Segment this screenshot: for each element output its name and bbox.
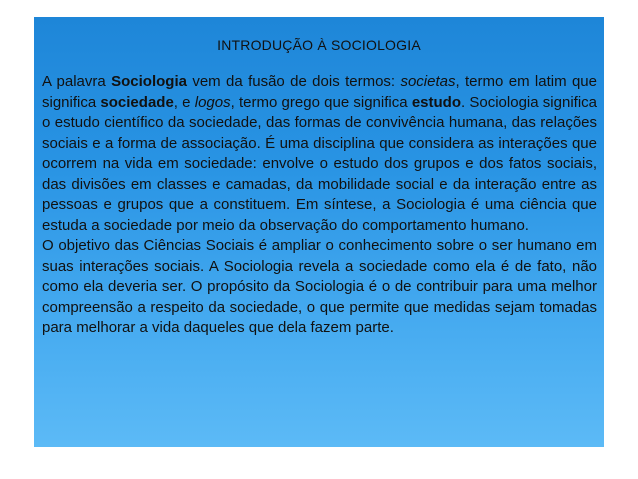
- term-logos: logos: [194, 93, 231, 111]
- slide-body: [42, 72, 597, 339]
- content-panel: [34, 17, 604, 447]
- text-run: , termo em latim que significa: [42, 73, 597, 111]
- text-run: vem da fusão de dois termos:: [186, 73, 401, 90]
- text-run: . Sociologia significa o estudo científico da sociedade, das formas de convivência humana, das relações sociais e a forma de associação. É uma disciplina que considera as interações que ocorrem na vida em sociedade: envolve o estudo dos grupos e dos fatos sociais, das divisões em classes e camadas, da mobilidade social e da interação entre as pessoas e grupos que a constituem. Em síntese, a Sociologia é uma ciência que estuda a sociedade por meio da observação do comportamento humano.: [42, 93, 597, 234]
- text-run: A palavra: [42, 73, 112, 90]
- term-societas: societas: [400, 73, 456, 90]
- term-estudo: estudo: [411, 93, 461, 111]
- term-sociedade: sociedade: [100, 93, 174, 111]
- paragraph-objective: O objetivo das Ciências Sociais é ampliar o conhecimento sobre o ser humano em suas interações sociais. A Sociologia revela a sociedade como ela é de fato, não como ela deveria ser. O propósito da Sociologia é o de contribuir para uma melhor compreensão a respeito da sociedade, o que permite que medidas sejam tomadas para melhorar a vida daqueles que dela fazem parte.: [42, 237, 597, 336]
- slide-title: INTRODUÇÃO À SOCIOLOGIA: [217, 37, 421, 53]
- paragraph-definition: [42, 72, 597, 236]
- text-run: , termo grego que significa: [230, 93, 412, 111]
- text-run: , e: [173, 93, 195, 111]
- term-sociologia: Sociologia: [111, 73, 187, 90]
